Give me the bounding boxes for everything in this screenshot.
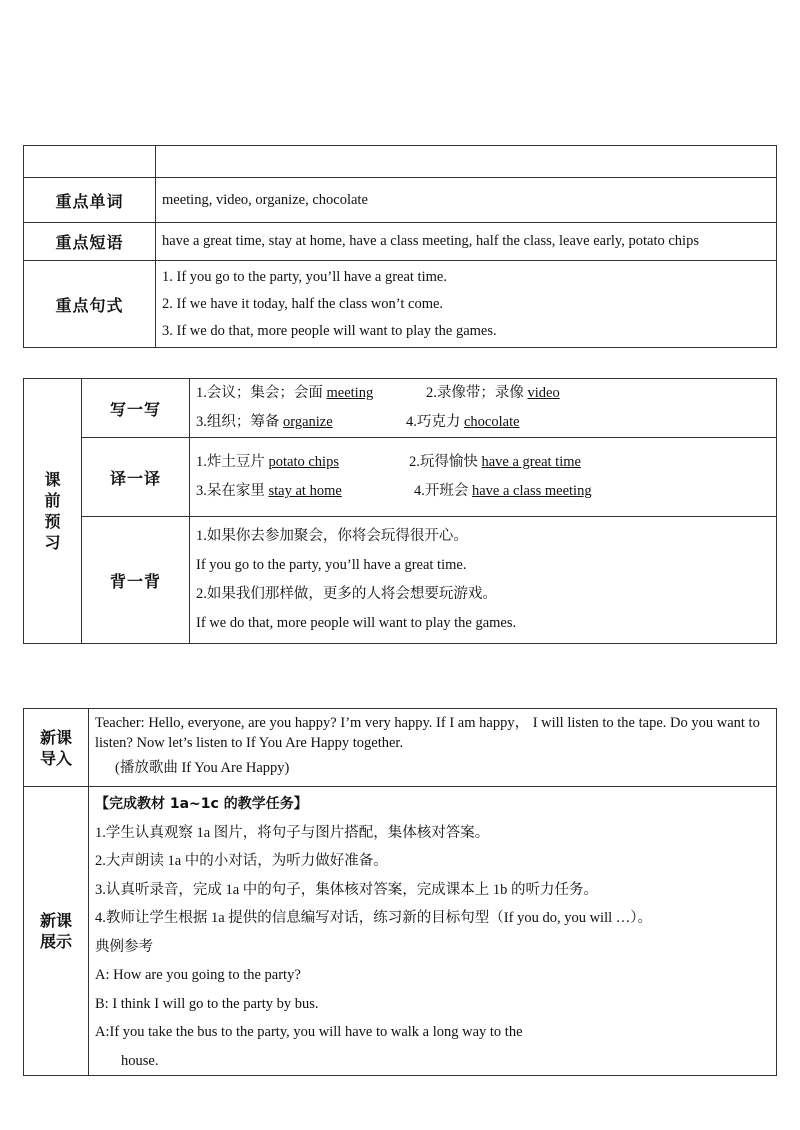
translate-content: [190, 438, 777, 517]
recite-line: 1.如果你去参加聚会，你将会玩得很开心。: [196, 528, 468, 544]
item-prefix: 4.开班会: [414, 483, 472, 499]
item-answer: potato chips: [268, 454, 339, 470]
recite-content: [190, 517, 777, 644]
label-line: 展示: [39, 932, 72, 951]
key-sentences-label: 重点句式: [24, 261, 156, 348]
recite-line: If you go to the party, you’ll have a great time.: [196, 557, 467, 573]
item-prefix: 3.组织；筹备: [196, 414, 283, 430]
task-line: 典例参考: [95, 938, 153, 955]
intro-note: (播放歌曲 If You Are Happy): [115, 760, 290, 776]
dialogue-line: house.: [121, 1052, 159, 1069]
item-prefix: 3.呆在家里: [196, 483, 269, 499]
label-line: 新课: [39, 911, 72, 930]
table-row: [24, 438, 777, 517]
item-prefix: 2.玩得愉快: [409, 454, 482, 470]
preview-side-label: [24, 379, 82, 644]
write-line: [196, 379, 776, 408]
empty-label-cell: [24, 146, 156, 178]
key-words-label: 重点单词: [24, 178, 156, 223]
task-line: 2.大声朗读 1a 中的小对话，为听力做好准备。: [95, 853, 388, 869]
label-line: 新课: [39, 727, 72, 747]
table-row: [24, 261, 777, 348]
lesson-table: [23, 708, 777, 1076]
translate-line: [196, 477, 776, 506]
item-prefix: 4.巧克力: [406, 414, 464, 430]
sentence-line: 2. If we have it today, half the class won’t come.: [162, 295, 444, 312]
dialogue-line: B: I think I will go to the party by bus.: [95, 995, 319, 1012]
table-row: [24, 146, 777, 178]
intro-text: Teacher: Hello, everyone, are you happy? I’m very happy. If I am happy， I will listen to the tape. Do you want to listen? Now let’s listen to If You Are Happy together.: [95, 715, 760, 751]
translate-item: [196, 448, 409, 477]
show-content: [89, 787, 777, 1076]
item-prefix: 2.录像带；录像: [426, 385, 528, 401]
key-phrases-label: 重点短语: [24, 223, 156, 261]
side-label-char: 前: [44, 491, 61, 510]
item-answer: video: [527, 385, 560, 401]
table-row: [24, 379, 777, 438]
task-line: 1.学生认真观察 1a 图片，将句子与图片搭配，集体核对答案。: [95, 824, 490, 841]
sentence-line: 3. If we do that, more people will want to play the games.: [162, 322, 497, 339]
show-label: [24, 787, 89, 1076]
item-answer: meeting: [326, 385, 374, 401]
item-answer: have a class meeting: [472, 483, 592, 499]
recite-line: 2.如果我们那样做，更多的人将会想要玩游戏。: [196, 586, 497, 602]
side-label-char: 习: [44, 533, 61, 552]
write-content: [190, 379, 777, 438]
translate-item: [196, 477, 414, 506]
item-answer: stay at home: [268, 483, 342, 499]
key-phrases-content: have a great time, stay at home, have a class meeting, half the class, leave early, potato chips: [156, 223, 777, 261]
task-line: 4.教师让学生根据 1a 提供的信息编写对话，练习新的目标句型（If you do, you will …）。: [95, 910, 653, 926]
translate-line: [196, 448, 776, 477]
write-item: [196, 379, 426, 408]
task-heading: 【完成教材 1a~1c 的教学任务】: [95, 796, 308, 812]
side-label-char: 课: [44, 470, 61, 489]
key-points-table: [23, 145, 777, 348]
table-row: [24, 709, 777, 787]
table-row: [24, 223, 777, 261]
intro-label: [24, 709, 89, 787]
preview-table: [23, 378, 777, 644]
item-prefix: 1.会议；集会；会面: [196, 385, 327, 401]
dialogue-line: A: How are you going to the party?: [95, 967, 301, 983]
write-label: 写一写: [82, 379, 190, 438]
table-row: [24, 178, 777, 223]
side-label-char: 预: [44, 512, 61, 531]
empty-content-cell: [156, 146, 777, 178]
write-item: [196, 408, 406, 437]
label-line: 导入: [39, 748, 72, 768]
table-row: [24, 787, 777, 1076]
task-line: 3.认真听录音，完成 1a 中的句子，集体核对答案，完成课本上 1b 的听力任务。: [95, 881, 599, 898]
item-answer: have a great time: [481, 454, 581, 470]
table-row: [24, 517, 777, 644]
item-prefix: 1.炸土豆片: [196, 454, 269, 470]
key-sentences-content: [156, 261, 777, 348]
key-words-content: meeting, video, organize, chocolate: [156, 178, 777, 223]
write-line: [196, 408, 776, 437]
sentence-line: 1. If you go to the party, you’ll have a great time.: [162, 268, 447, 285]
intro-content: [89, 709, 777, 787]
translate-label: 译一译: [82, 438, 190, 517]
dialogue-line: A:If you take the bus to the party, you will have to walk a long way to the: [95, 1024, 523, 1040]
recite-line: If we do that, more people will want to play the games.: [196, 615, 517, 631]
recite-label: 背一背: [82, 517, 190, 644]
item-answer: organize: [283, 414, 333, 430]
item-answer: chocolate: [464, 414, 520, 430]
